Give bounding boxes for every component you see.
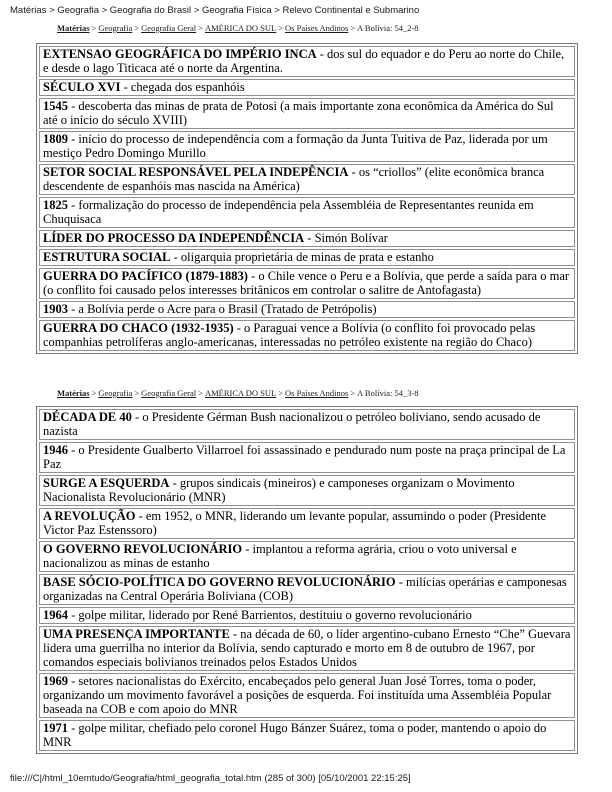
row-term: 1971 — [43, 721, 68, 735]
row-text: - o Presidente Gérman Bush nacionalizou o petróleo boliviano, sendo acusado de nazista — [43, 410, 541, 438]
breadcrumb-separator: > — [198, 388, 203, 398]
table-row — [39, 79, 575, 96]
table-row — [39, 230, 575, 247]
row-term: EXTENSAO GEOGRÁFICA DO IMPÉRIO INCA — [43, 47, 317, 61]
row-term: UMA PRESENÇA IMPORTANTE — [43, 627, 230, 641]
breadcrumb-separator: > — [350, 23, 356, 33]
row-term: DÉCADA DE 40 — [43, 410, 132, 424]
breadcrumb-link-america-do-sul[interactable]: AMÉRICA DO SUL — [204, 23, 277, 33]
breadcrumb — [57, 23, 419, 33]
table-row — [39, 673, 575, 718]
breadcrumb-link-america-do-sul[interactable]: AMÉRICA DO SUL — [204, 388, 277, 398]
row-text: - em 1952, o MNR, liderando um levante popular, assumindo o poder (Presidente Victor Paz Estenssoro) — [43, 509, 546, 537]
bolivia-history-table-1 — [36, 43, 578, 354]
breadcrumb-link-paises-andinos[interactable]: Os Países Andinos — [285, 388, 349, 398]
breadcrumb-link-geografia[interactable]: Geografia — [98, 388, 133, 398]
table-row — [39, 301, 575, 318]
table-row — [39, 626, 575, 671]
row-text: - dos sul do equador e do Peru ao norte do Chile, e desde o lago Titicaca até o norte da Argentina. — [43, 47, 565, 75]
row-text: - a Bolívia perde o Acre para o Brasil (Tratado de Petrópolis) — [71, 302, 377, 316]
table-row — [39, 442, 575, 473]
table-row — [39, 249, 575, 266]
row-text: - o Chile vence o Peru e a Bolívia, que perde a saída para o mar (o conflito foi causado pelos interesses britânicos em controlar o salitre de Antofagasta) — [43, 269, 570, 297]
table-row — [39, 46, 575, 77]
row-term: GUERRA DO CHACO (1932-1935) — [43, 321, 234, 335]
row-text: - formalização do processo de independência pela Assembléia de Representantes reunida em Chuquisaca — [43, 198, 534, 226]
row-term: 1946 — [43, 443, 68, 457]
breadcrumb-link-materias[interactable]: Matérias — [57, 23, 90, 33]
row-text: - milícias operárias e camponesas organizadas na Central Operária Boliviana (COB) — [43, 575, 567, 603]
breadcrumb-separator: > — [198, 23, 203, 33]
breadcrumb-link-geografia[interactable]: Geografia — [98, 23, 133, 33]
breadcrumb-separator: > — [278, 23, 284, 33]
row-text: - golpe militar, liderado por René Barrientos, destituiu o governo revolucionário — [71, 608, 472, 622]
breadcrumb-link-geografia-geral[interactable]: Geografia Geral — [141, 23, 197, 33]
breadcrumb-separator: > — [134, 388, 140, 398]
row-text: - os “criollos” (elite econômica branca descendente de espanhóis mas nascida na América) — [43, 165, 545, 193]
row-text: - início do processo de independência com a formação da Junta Tuitiva de Paz, liderada por um mestiço Pedro Domingo Murillo — [43, 132, 548, 160]
breadcrumb — [57, 388, 419, 398]
row-term: 1903 — [43, 302, 68, 316]
table-row — [39, 607, 575, 624]
row-text: - golpe militar, chefiado pelo coronel Hugo Bánzer Suárez, toma o poder, mantendo o apoio do MNR — [43, 721, 547, 749]
breadcrumb-separator: > — [134, 23, 140, 33]
table-row — [39, 574, 575, 605]
table-row — [39, 541, 575, 572]
row-text: - setores nacionalistas do Exército, encabeçados pelo general Juan José Torres, toma o poder, organizando um movimento favorável a posições de esquerda. Foi instituída uma Assembléia Popular baseada na COB e com apoio do MNR — [43, 674, 552, 716]
print-file-path: file:///C|/html_10emtudo/Geografia/html_geografia_total.htm (285 of 300) [05/10/2001 22:15:25] — [10, 773, 411, 784]
row-text: - oligarquia proprietária de minas de prata e estanho — [173, 250, 434, 264]
breadcrumb-separator: > — [91, 23, 97, 33]
bolivia-history-table-2 — [36, 406, 578, 754]
table-row — [39, 475, 575, 506]
row-term: GUERRA DO PACÍFICO (1879-1883) — [43, 269, 248, 283]
table-row — [39, 197, 575, 228]
table-row — [39, 720, 575, 751]
table-row — [39, 164, 575, 195]
row-text: - implantou a reforma agrária, criou o voto universal e nacionalizou as minas de estanho — [43, 542, 517, 570]
row-term: 1825 — [43, 198, 68, 212]
table-row — [39, 508, 575, 539]
row-term: 1969 — [43, 674, 68, 688]
row-term: O GOVERNO REVOLUCIONÁRIO — [43, 542, 243, 556]
table-row — [39, 320, 575, 351]
breadcrumb-link-geografia-geral[interactable]: Geografia Geral — [141, 388, 197, 398]
row-term: SÉCULO XVI — [43, 80, 121, 94]
row-text: - grupos sindicais (mineiros) e camponeses organizam o Movimento Nacionalista Revolucionário (MNR) — [43, 476, 515, 504]
breadcrumb-link-paises-andinos[interactable]: Os Países Andinos — [285, 23, 349, 33]
row-text: - chegada dos espanhóis — [123, 80, 245, 94]
breadcrumb-current-page: A Bolívia: 54_2-8 — [357, 23, 419, 33]
row-text: - na década de 60, o líder argentino-cubano Ernesto “Che” Guevara lidera uma guerrilha no interior da Bolívia, sendo capturado e morto em 8 de outubro de 1967, por comandos especiais bolivianos treinados pelos Estados Unidos — [43, 627, 571, 669]
row-text: - descoberta das minas de prata de Potosi (a mais importante zona econômica da América do Sul até o início do século XVIII) — [43, 99, 554, 127]
row-term: A REVOLUÇÃO — [43, 509, 136, 523]
row-term: ESTRUTURA SOCIAL — [43, 250, 171, 264]
breadcrumb-separator: > — [91, 388, 97, 398]
row-term: SURGE A ESQUERDA — [43, 476, 170, 490]
row-term: SETOR SOCIAL RESPONSÁVEL PELA INDEPÊNCIA — [43, 165, 349, 179]
table-row — [39, 409, 575, 440]
row-text: - o Paraguai vence a Bolívia (o conflito foi provocado pelas companhias petrolíferas anglo-americanas, interessadas no petróleo existente na região do Chaco) — [43, 321, 536, 349]
breadcrumb-current-page: A Bolívia: 54_3-8 — [357, 388, 419, 398]
table-row — [39, 268, 575, 299]
row-term: 1545 — [43, 99, 68, 113]
row-term: LÍDER DO PROCESSO DA INDEPENDÊNCIA — [43, 231, 305, 245]
row-text: - o Presidente Gualberto Villarroel foi assassinado e pendurado num poste na praça principal de La Paz — [43, 443, 566, 471]
print-page-title: Matérias > Geografia > Geografia do Brasil > Geografia Física > Relevo Continental e Submarino — [10, 5, 420, 16]
row-term: 1809 — [43, 132, 68, 146]
row-term: BASE SÓCIO-POLÍTICA DO GOVERNO REVOLUCIONÁRIO — [43, 575, 396, 589]
row-text: - Simón Bolívar — [307, 231, 388, 245]
breadcrumb-link-materias[interactable]: Matérias — [57, 388, 90, 398]
table-row — [39, 131, 575, 162]
breadcrumb-separator: > — [278, 388, 284, 398]
row-term: 1964 — [43, 608, 68, 622]
table-row — [39, 98, 575, 129]
breadcrumb-separator: > — [350, 388, 356, 398]
